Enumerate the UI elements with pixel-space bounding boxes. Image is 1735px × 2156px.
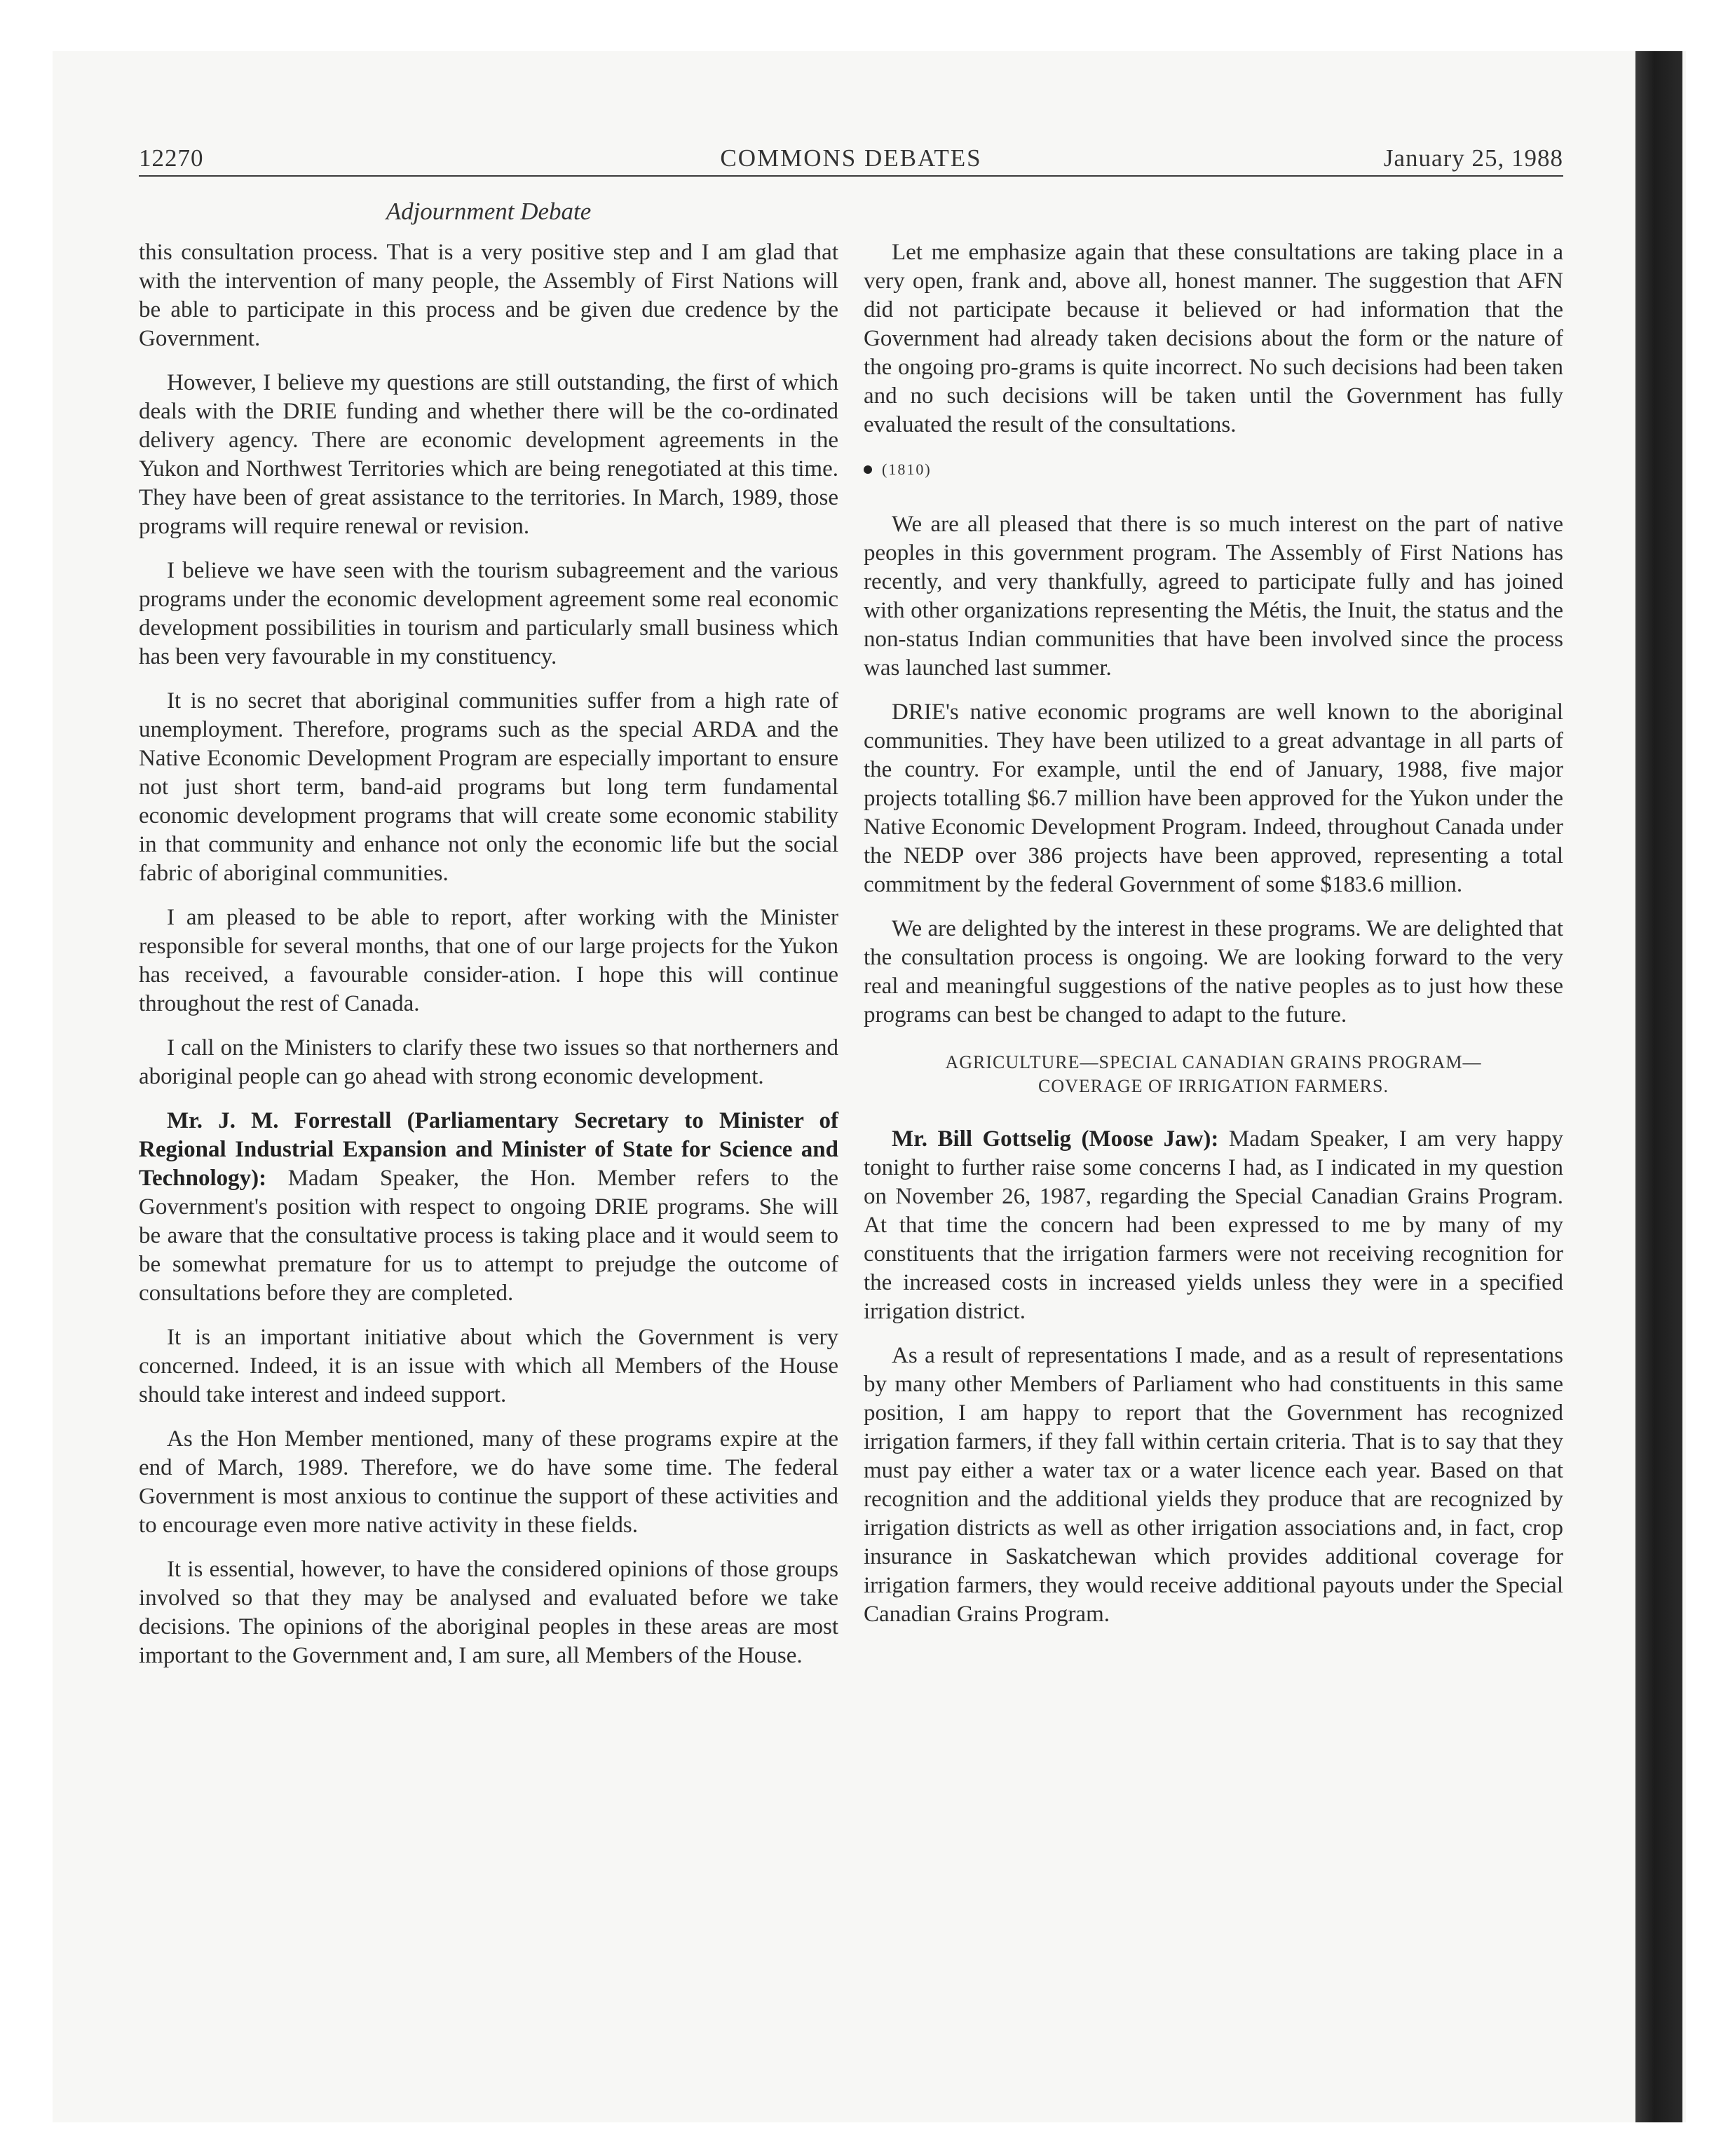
paragraph: It is essential, however, to have the considered opinions of those groups involved so that they may be analysed and evaluated before we take decisions. The opinions of the aboriginal peoples in these areas are most important to the Government and, I am sure, all Members of the House. <box>139 1557 838 1668</box>
speech-paragraph <box>864 1125 1563 1326</box>
heading-line: COVERAGE OF IRRIGATION FARMERS. <box>1037 1076 1389 1096</box>
paragraph: It is no secret that aboriginal communities suffer from a high rate of unemployment. Therefore, programs such as the special ARDA and the Native Economic Development Program are especially important to ensure not just short term, band-aid programs but long term fundamental economic development programs that will create some economic stability in that community and enhance not only the economic life but the social fabric of aboriginal communities. <box>139 688 838 886</box>
left-column <box>139 238 838 1686</box>
time-marker <box>864 455 1563 484</box>
paragraph: However, I believe my questions are still outstanding, the first of which deals with the DRIE funding and whether there will be the co-ordinated delivery agency. There are economic development agreements in the Yukon and Northwest Territories which are being renegotiated at this time. They have been of great assistance to the territories. In March, 1989, those programs will require renewal or revision. <box>139 370 838 539</box>
paragraph: Let me emphasize again that these consultations are taking place in a very open, frank and, above all, honest manner. The suggestion that AFN did not participate because it believed or had information that the Government had already taken decisions about the form or the nature of the ongoing pro-grams is quite incorrect. No such decisions had been taken and no such decisions will be taken until the Government has fully evaluated the result of the consultations. <box>864 240 1563 437</box>
agriculture-heading <box>864 1051 1563 1098</box>
section-title: Adjournment Debate <box>386 198 592 225</box>
paragraph: We are all pleased that there is so much interest on the part of native peoples in this government program. The Assembly of First Nations has recently, and very thankfully, agreed to participate fully and has joined with other organizations representing the Métis, the Inuit, the status and the non-status Indian communities that have been involved since the process was launched last summer. <box>864 512 1563 681</box>
paragraph: We are delighted by the interest in these programs. We are delighted that the consultation process is ongoing. We are looking forward to the very real and meaningful suggestions of the native peoples as to just how these programs can best be changed to adapt to the future. <box>864 916 1563 1028</box>
paragraph: It is an important initiative about which the Government is very concerned. Indeed, it is an issue with which all Members of the House should take interest and indeed support. <box>139 1325 838 1407</box>
speaker-name: Mr. Bill Gottselig (Moose Jaw): <box>892 1126 1219 1152</box>
page-header <box>139 144 1563 178</box>
paragraph: As the Hon Member mentioned, many of these programs expire at the end of March, 1989. Therefore, we do have some time. The federal Government is most anxious to continue the support of these activities and to encourage even more native activity in these fields. <box>139 1426 838 1538</box>
speech-text: Madam Speaker, the Hon. Member refers to the Government's position with respect to ongoing DRIE programs. She will be aware that the consultative process is taking place and it would seem to be somewhat premature for us to attempt to prejudge the outcome of consultations before they are completed. <box>139 1166 839 1306</box>
right-column <box>864 238 1563 1644</box>
publication-title: COMMONS DEBATES <box>720 144 982 172</box>
paragraph: I call on the Ministers to clarify these two issues so that northerners and aboriginal people can go ahead with strong economic development. <box>139 1035 838 1089</box>
paragraph: I am pleased to be able to report, after working with the Minister responsible for several months, that one of our large projects for the Yukon has received, a favourable consider-ation. I hope this will continue throughout the rest of Canada. <box>139 905 838 1016</box>
speaker-name: Mr. J. M. Forrestall (Parliamentary Secretary to Minister of Regional Industrial Expansion and Minister of State for Science and Technology): <box>139 1108 838 1191</box>
heading-line: AGRICULTURE—SPECIAL CANADIAN GRAINS PROGRAM— <box>945 1052 1482 1072</box>
paragraph: this consultation process. That is a very positive step and I am glad that with the intervention of many people, the Assembly of First Nations will be able to participate in this process and be given due credence by the Government. <box>139 240 838 351</box>
bullet-icon <box>864 465 872 474</box>
scan-edge-shadow <box>1635 51 1682 2122</box>
publication-date: January 25, 1988 <box>1383 144 1563 172</box>
speech-paragraph <box>139 1107 838 1308</box>
paragraph: DRIE's native economic programs are well known to the aboriginal communities. They have been utilized to a great advantage in all parts of the country. For example, until the end of January, 1988, five major projects totalling $6.7 million have been approved for the Yukon under the Native Economic Development Program. Indeed, throughout Canada under the NEDP over 386 projects have been approved, representing a total commitment by the federal Government of some $183.6 million. <box>864 700 1563 897</box>
header-rule <box>139 175 1563 177</box>
paragraph: As a result of representations I made, and as a result of representations by many other Members of Parliament who had constituents in this same position, I am happy to report that the Government has recognized irrigation farmers, if they fall within certain criteria. That is to say that they must pay either a water tax or a water licence each year. Based on that recognition and the additional yields they produce that are recognized by irrigation districts as well as other irrigation associations and, in fact, crop insurance in Saskatchewan which provides additional coverage for irrigation farmers, they would receive additional payouts under the Special Canadian Grains Program. <box>864 1343 1563 1627</box>
page-number: 12270 <box>139 144 204 172</box>
paragraph: I believe we have seen with the tourism subagreement and the various programs under the economic development agreement some real economic development possibilities in tourism and particularly small business which has been very favourable in my constituency. <box>139 558 838 669</box>
speech-text: Madam Speaker, I am very happy tonight to further raise some concerns I had, as I indicated in my question on November 26, 1987, regarding the Special Canadian Grains Program. At that time the concern had been expressed to me by many of my constituents that the irrigation farmers were not receiving recognition for the increased costs in increased yields unless they were in a specified irrigation district. <box>864 1126 1563 1324</box>
time-marker-text: (1810) <box>882 460 932 478</box>
